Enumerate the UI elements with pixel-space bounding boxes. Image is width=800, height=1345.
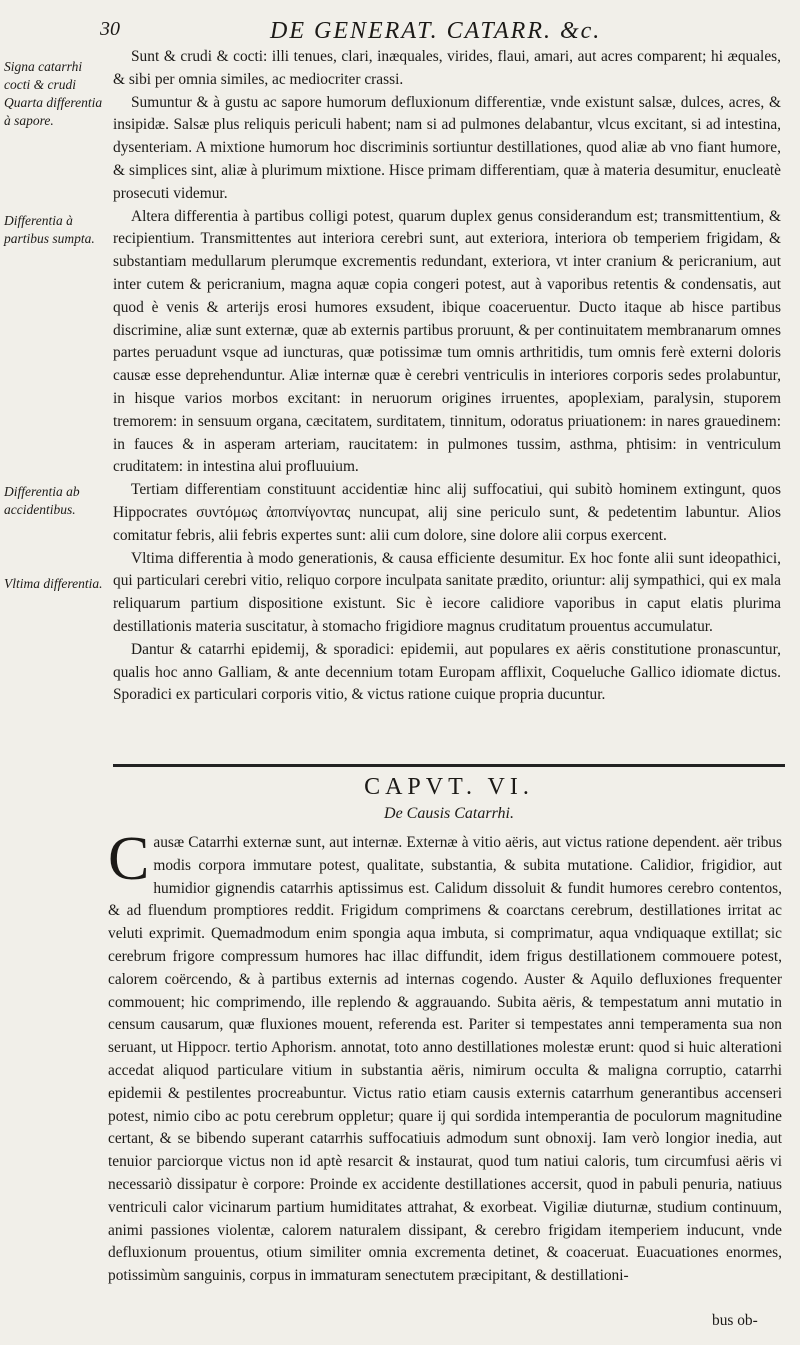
marginal-note: Differentia ab accidentibus. — [4, 484, 80, 517]
chapter-title: CAPVT. VI. — [364, 774, 534, 800]
catchword: bus ob- — [712, 1312, 758, 1329]
marginal-note: Differentia à partibus sumpta. — [4, 213, 95, 246]
section-rule — [113, 764, 785, 767]
paragraph: Vltima differentia à modo generationis, & causa efficiente desumitur. Ex hoc fonte alii sunt ideopathici, qui particulari cerebri vitio, reliquo corpore inculpata sanitate prædito, oriuntur: alij sympathici, qui ex mala reliquarum partium dispositione existunt. Sic è iecore calidiore vaporibus in caput elatis plurima destillationis materia suscitatur, à stomacho frigidiore magnus cruditatum prouentus accumulatur. — [113, 549, 781, 635]
chapter-subtitle: De Causis Catarrhi. — [384, 805, 514, 822]
marginal-note: Signa catarrhi cocti & crudi Quarta differentia à sapore. — [4, 59, 103, 128]
paragraph: Sumuntur & à gustu ac sapore humorum defluxionum differentiæ, vnde existunt salsæ, dulces, acres, & insipidæ. Salsæ plus reliquis periculi habent; nam si ad pulmones delabantur, vlcus excitant, si ad intestina, dysenteriam. A mixtione humorum hoc discriminis sortiuntur destillationes, quod aliæ ab vno fiant humore, & simplices sint, aliæ à plurimum mixtione. Hisce primam differentiam, quæ à materia desumitur, enucleatè prosecuti videmur. — [113, 93, 781, 202]
running-title: DE GENERAT. CATARR. &c. — [270, 18, 602, 44]
paragraph: Altera differentia à partibus colligi potest, quarum duplex genus considerandum est; transmittentium, & recipientium. Transmittentes aut interiora cerebri sunt, aut exteriora, interiora ob temperiem frigidam, & substantiam medullarum plerumque excrementis redundant, exteriora, vt inter cranium & pericranium, aut inter cutem & pericranium, magna aquæ copia congeri potest, aut à vaporibus retentis & condensatis, aut quod è venis & arterijs erosi humores exsudent, ibique coaceruentur. Ducto itaque ab hisce partibus discrimine, aliæ sunt externæ, quæ ab externis partibus proruunt, & per continuitatem membranarum omnes partes peruadunt vsque ad iuncturas, quæ potissimæ tum omnis arthritidis, tum omnis ferè externi doloris causæ esse deprehenduntur. Aliæ internæ quæ è cerebri ventriculis in interiores corporis sedes prolabuntur, in hisque varios morbos excitant: in neruorum origines irruentes, apoplexiam, paralysin, stuporem tremorem: in sensuum organa, cæcitatem, surditatem, tinnitum, odoratus priuationem: in nares grauedinem: in fauces & in asperam arteriam, raucitatem: in pulmones tussim, asthma, phtisim: in ventriculum cruditatem: in intestina alui profluuium. — [113, 207, 781, 476]
drop-cap: C — [108, 825, 150, 893]
chapter-paragraph — [108, 825, 782, 1288]
chapter-text — [108, 825, 782, 1288]
marginal-note: Vltima differentia. — [4, 576, 103, 591]
paragraph: Sunt & crudi & cocti: illi tenues, clari, inæquales, virides, flaui, amari, aut acres comparent; hi æquales, & sibi per omnia similes, ac mediocriter crassi. — [113, 48, 781, 88]
paragraph: Tertiam differentiam constituunt accidentiæ hinc alij suffocatiui, qui subitò hominem extingunt, quos Hippocrates συντόμως ἀποπνίγοντας nuncupat, alij sine periculo sunt, & pedetentim labuntur. Alios comitatur febris, alii febris expertes sunt: alii cum dolore, sine dolore alii corpus exercent. — [113, 481, 781, 544]
chapter-body: ausæ Catarrhi externæ sunt, aut internæ. Externæ à vitio aëris, aut victus ratione dependent. aër tribus modis corpora immutare potest, qualitate, substantia, & subita mutatione. Calidior, frigidior, aut humidior gignendis catarrhis aptissimus est. Calidum dissoluit & fundit humores cerebro contentos, & ad fluendum promptiores reddit. Frigidum comprimens & coarctans cerebrum, destillationes irritat ac veluti exprimit. Quemadmodum enim spongia aqua imbuta, si comprimatur, aqua vndiquaque extillat; sic cerebrum frigore compressum humores hac illac diffundit, idem frigus destillationem commouere potest, calorem coërcendo, & à partibus externis ad internas cogendo. Auster & Aquilo defluxiones frequenter commouent; hic comprimendo, ille replendo & aggrauando. Subita aëris, & tempestatum anni mutatio in censum causarum, quæ fluxiones mouent, referenda est. Pariter si tempestates anni temperamenta sua non seruant, ut Hippocr. tertio Aphorism. annotat, toto anno destillationes molestæ erunt: quod si huic alterationi accedat aliquod particulare vitium in substantia aëris, nimirum occulta & maligna corruptio, catarrhi epidemii & pestilentes procreabuntur. Victus ratio etiam causis externis catarrhum generantibus accenseri potest, nimio cibo ac potu cerebrum oppletur; quare ij qui sordida intemperantia de poculorum magnitudine certant, & se bibendo superant catarrhis suffocatiuis admodum sunt obnoxij. Iam verò longior inedia, aut tenuior parciorque victus non id aptè resarcit & instaurat, quod tum natiui caloris, tum circumfusi aëris vi necessariò dissipatur è corpore: Proinde ex accidente destillationes accersit, quod in pabuli penuria, natiuus ventriculi calor vicinarum partium humiditates attrahat, & exorbeat. Vigiliæ diuturnæ, studium continuum, animi passiones violentæ, calorem naturalem dissipant, & cerebro frigidam itemperiem inducunt, vnde defluxionum prouentus, otium similiter omnia excrementa detinet, & coaceruat. Euacuationes enormes, potissimùm sanguinis, corpus in immaturam senectutem præcipitant, & destillationi- — [108, 834, 782, 1285]
main-text — [113, 46, 781, 707]
page-number: 30 — [100, 18, 120, 40]
paragraph: Dantur & catarrhi epidemij, & sporadici: epidemii, aut populares ex aëris constitutione pronascuntur, qualis hoc anno Galliam, & ante decennium totam Europam afflixit, Coqueluche Gallico idiomate dictus. Sporadici ex particulari corporis vitio, & victus ratione cuique propria ducuntur. — [113, 640, 781, 704]
